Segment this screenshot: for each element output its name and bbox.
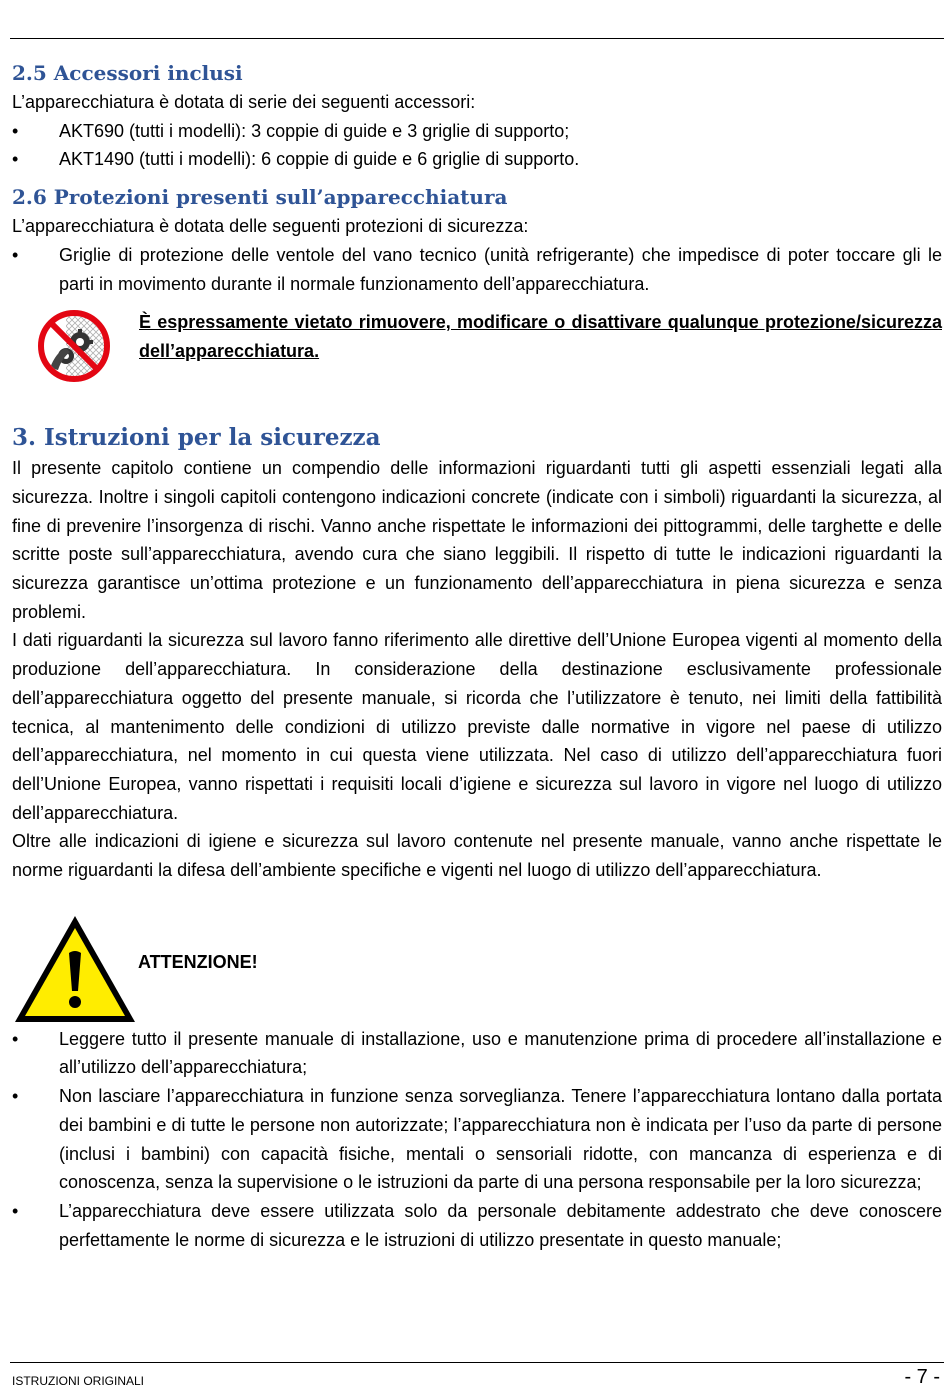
footer-label: ISTRUZIONI ORIGINALI <box>12 1374 145 1388</box>
section-2-5-heading: 2.5 Accessori inclusi <box>12 61 243 85</box>
list-item: • Griglie di protezione delle ventole del vano tecnico (unità refrigerante) che impedisce di poter toccare gli le parti in movimento durante il normale funzionamento dell’apparecchiatura. <box>12 241 942 298</box>
list-item: • L’apparecchiatura deve essere utilizzata solo da personale debitamente addestrato che deve conoscere perfettamente le norme di sicurezza e le istruzioni di utilizzo presentate in questo manuale; <box>12 1197 942 1254</box>
prohibition-warning-text: È espressamente vietato rimuovere, modificare o disattivare qualunque protezione/sicurezza dell’apparecchiatura. <box>139 312 942 361</box>
safety-list <box>12 1025 942 1255</box>
attention-label: ATTENZIONE! <box>138 952 258 973</box>
footer-rule <box>10 1362 944 1363</box>
section-2-6-intro: L’apparecchiatura è dotata delle seguenti protezioni di sicurezza: <box>12 216 529 237</box>
page-content <box>12 58 942 1254</box>
section-2-5-intro: L’apparecchiatura è dotata di serie dei seguenti accessori: <box>12 92 476 112</box>
attention-block <box>12 913 942 1025</box>
page-number: - 7 - <box>904 1366 940 1388</box>
header-rule <box>10 38 944 39</box>
section-3-heading: 3. Istruzioni per la sicurezza <box>12 424 381 452</box>
section-3-paragraph: I dati riguardanti la sicurezza sul lavoro fanno riferimento alle direttive dell’Unione Europea vigenti al momento della produzione dell’apparecchiatura. In considerazione della destinazione esclusivamente professionale dell’apparecchiatura oggetto del presente manuale, si ricorda che l’utilizzatore è tenuto, nei limiti della fattibilità tecnica, al mantenimento delle condizioni di utilizzo previste dalle normative in vigore nel paese di utilizzo dell’apparecchiatura, nel momento in cui questa viene utilizzata. Nel caso di utilizzo dell’apparecchiatura fuori dell’Unione Europea, vanno rispettati i requisiti locali d’igiene e sicurezza sul lavoro in vigore nel luogo di utilizzo dell’apparecchiatura. <box>12 630 942 823</box>
prohibition-warning <box>12 308 942 384</box>
warning-triangle-icon <box>12 913 138 1025</box>
list-item: • AKT1490 (tutti i modelli): 6 coppie di guide e 6 griglie di supporto. <box>12 145 942 174</box>
list-item: • Leggere tutto il presente manuale di installazione, uso e manutenzione prima di procedere all’installazione e all’utilizzo dell’apparecchiatura; <box>12 1025 942 1082</box>
no-touch-moving-parts-icon <box>36 308 112 384</box>
list-item: • Non lasciare l’apparecchiatura in funzione senza sorveglianza. Tenere l’apparecchiatura lontano dalla portata dei bambini e di tutte le persone non autorizzate; l’apparecchiatura non è indicata per l’uso da parte di persone (inclusi i bambini) con capacità fisiche, mentali o sensoriali ridotte, con mancanza di esperienza e di conoscenza, senza la supervisione o le istruzioni da parte di una persona responsabile per la loro sicurezza; <box>12 1082 942 1197</box>
section-2-6-list <box>12 241 942 298</box>
section-2-5-list <box>12 117 942 174</box>
section-2-6-heading: 2.6 Protezioni presenti sull’apparecchiatura <box>12 185 508 210</box>
section-3-paragraph: Il presente capitolo contiene un compendio delle informazioni riguardanti tutti gli aspetti essenziali legati alla sicurezza. Inoltre i singoli capitoli contengono indicazioni concrete (indicate con i simboli) riguardanti la sicurezza, al fine di prevenire l’insorgenza di rischi. Vanno anche rispettate le informazioni dei pittogrammi, delle targhette e delle scritte poste sull’apparecchiatura, avendo cura che siano leggibili. Il rispetto di tutte le indicazioni riguardanti la sicurezza garantisce un’ottima protezione e un funzionamento dell’apparecchiatura in piena sicurezza e senza problemi. <box>12 458 942 622</box>
list-item: • AKT690 (tutti i modelli): 3 coppie di guide e 3 griglie di supporto; <box>12 117 942 146</box>
section-3-paragraph: Oltre alle indicazioni di igiene e sicurezza sul lavoro contenute nel presente manuale, vanno anche rispettate le norme riguardanti la difesa dell’ambiente specifiche e vigenti nel luogo di utilizzo dell’apparecchiatura. <box>12 831 942 881</box>
